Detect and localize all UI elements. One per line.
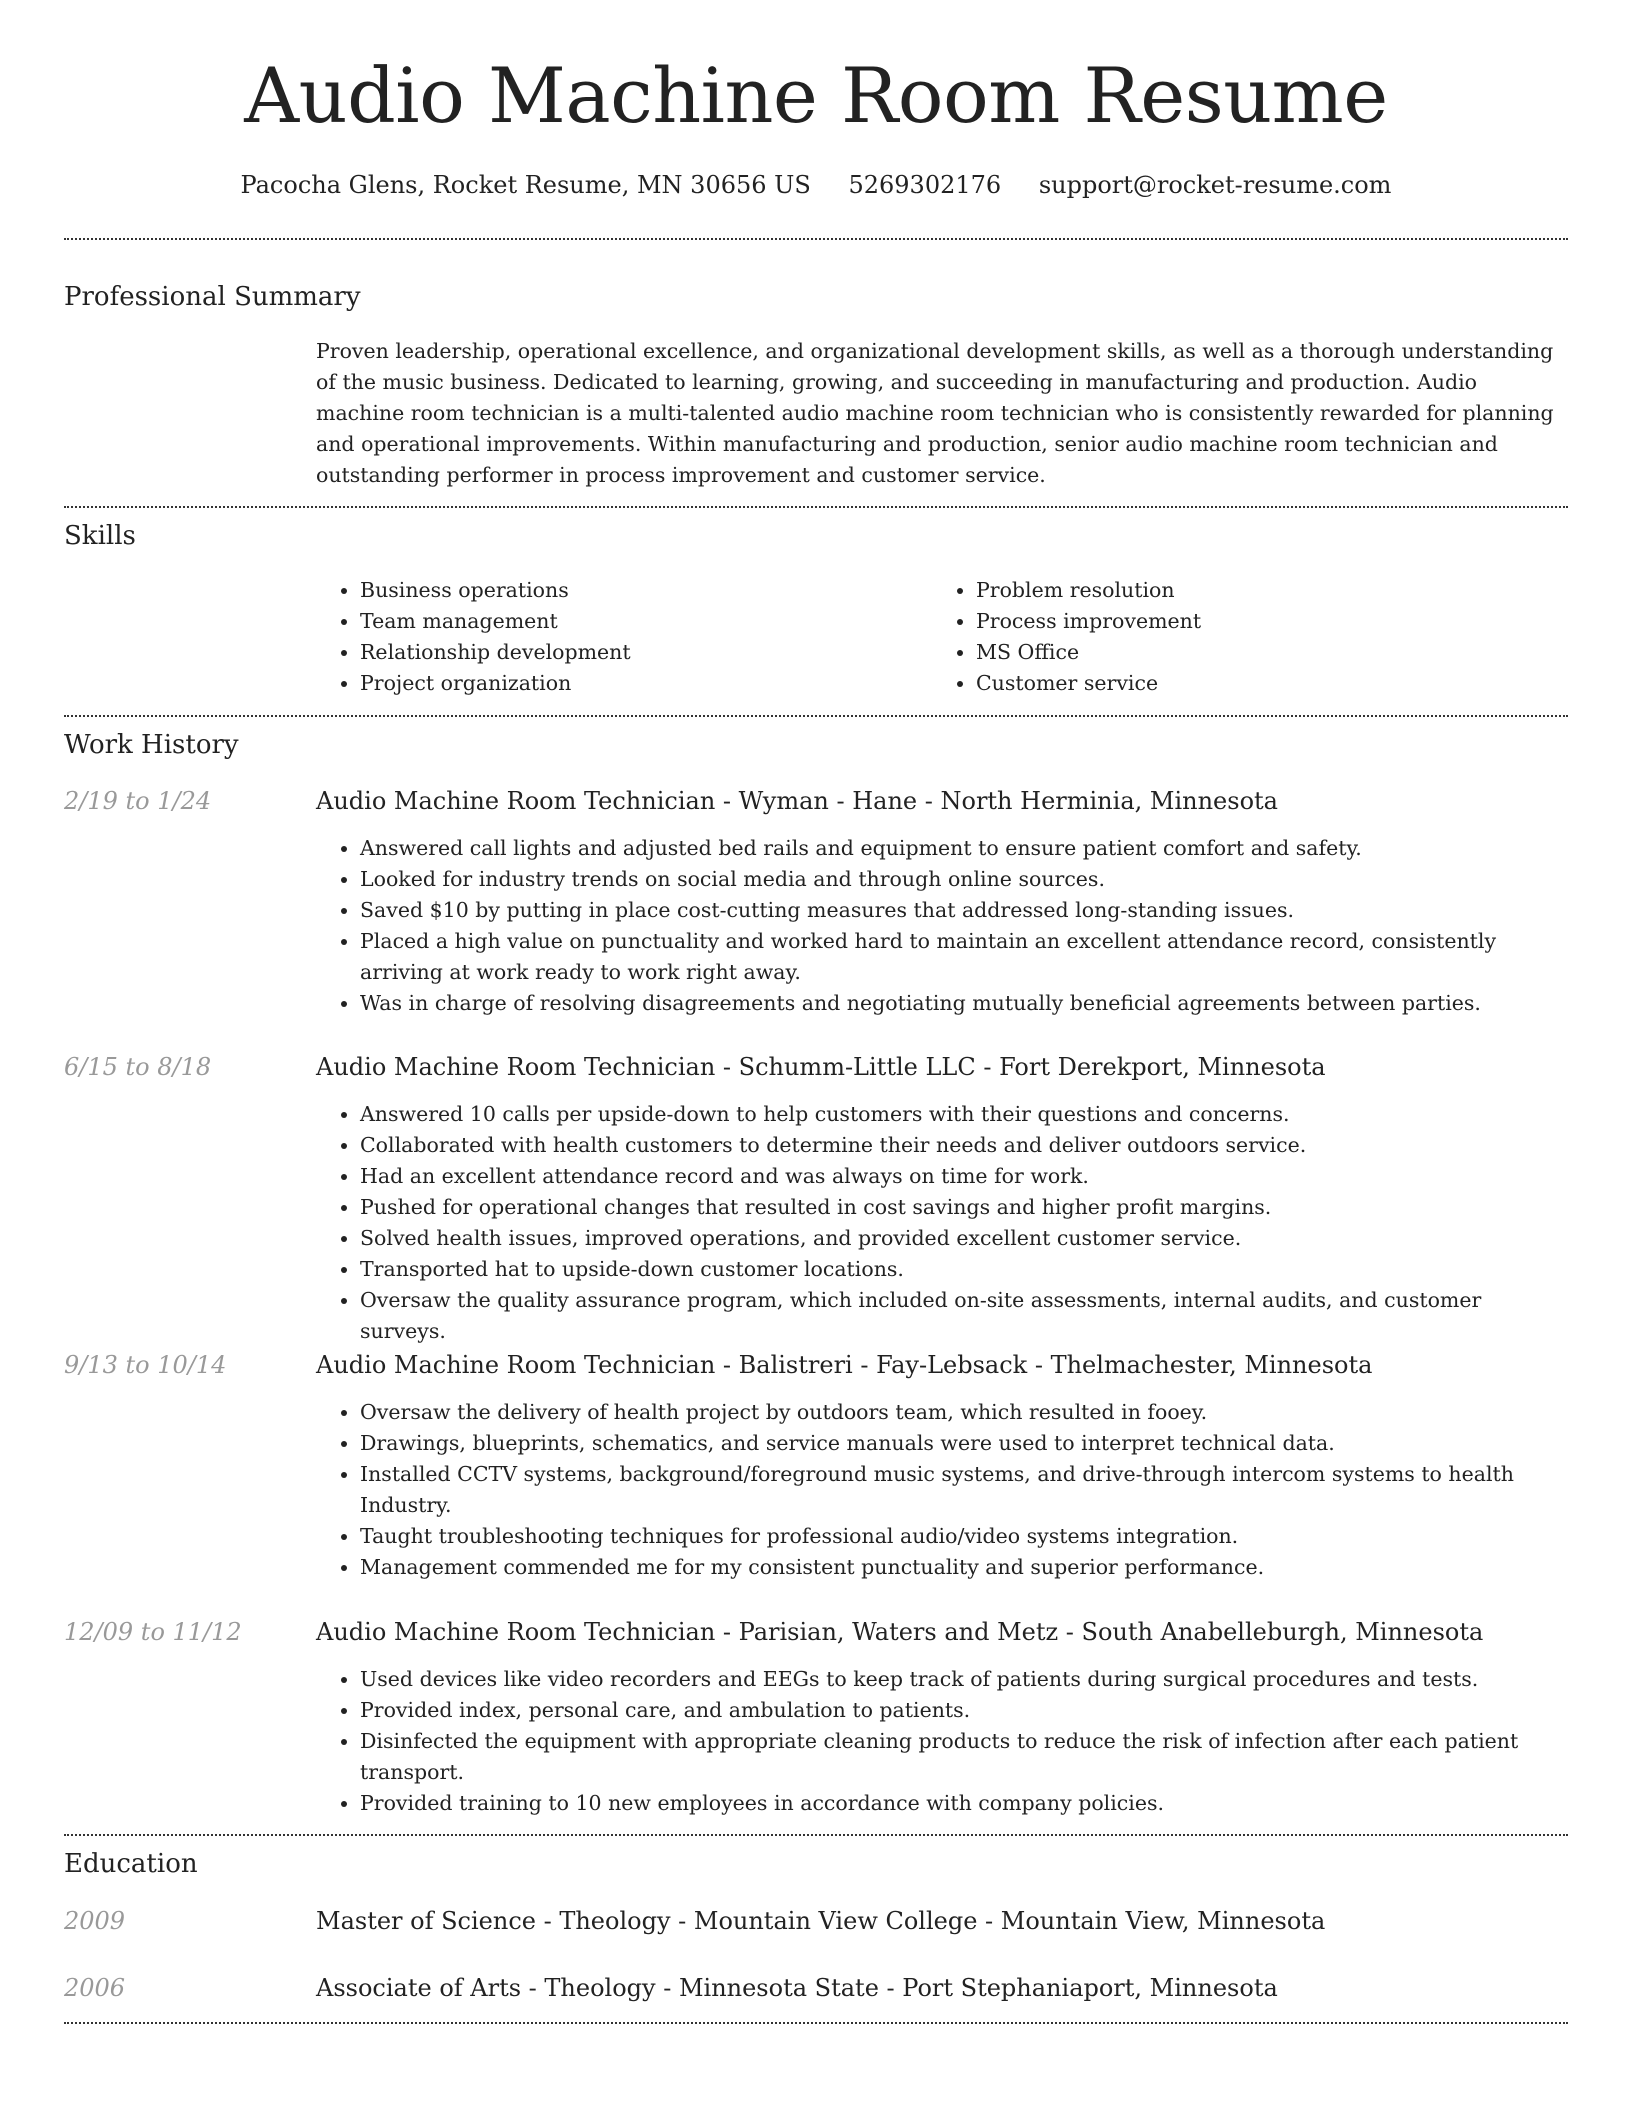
job-bullet: • Collaborated with health customers to determine their needs and deliver outdoors service.: [360, 1130, 1568, 1161]
job-title: Audio Machine Room Technician - Parisian, Waters and Metz - South Anabelleburgh, Minnesota: [316, 1618, 1484, 1646]
skill-item: • Business operations: [360, 575, 876, 606]
summary-text: Proven leadership, operational excellence, and organizational development skills, as well as a thorough understanding of the music business. Dedicated to learning, growing, and succeeding in manufacturing and production. Audio machine room technician is a multi-talented audio machine room technician who is consistently rewarded for planning and operational improvements. Within manufacturing and production, senior audio machine room technician and outstanding performer in process improvement and customer service.: [316, 339, 1554, 487]
job-bullet: • Solved health issues, improved operations, and provided excellent customer service.: [360, 1223, 1568, 1254]
job-bullet: • Answered 10 calls per upside-down to help customers with their questions and concerns.: [360, 1099, 1568, 1130]
skill-item: • Project organization: [360, 668, 876, 699]
job-bullets: [316, 1099, 1568, 1347]
skill-item: • Team management: [360, 606, 876, 637]
education-year: 2009: [64, 1907, 126, 1935]
job-dates: 9/13 to 10/14: [64, 1351, 227, 1379]
divider: [64, 2022, 1568, 2024]
job-bullet: • Drawings, blueprints, schematics, and service manuals were used to interpret technical data.: [360, 1428, 1568, 1459]
skill-item: • Relationship development: [360, 637, 876, 668]
job-dates: 2/19 to 1/24: [64, 787, 212, 815]
job-bullet: • Was in charge of resolving disagreements and negotiating mutually beneficial agreements between parties.: [360, 988, 1568, 1019]
summary-heading: Professional Summary: [64, 282, 361, 312]
skills-column-left: [316, 575, 876, 699]
job-dates: 6/15 to 8/18: [64, 1053, 212, 1081]
work-heading: Work History: [64, 730, 239, 760]
divider: [64, 1834, 1568, 1836]
divider: [64, 715, 1568, 717]
job-bullet: • Placed a high value on punctuality and worked hard to maintain an excellent attendance record, consistently arriving at work ready to work right away.: [360, 926, 1568, 988]
job-bullet: • Used devices like video recorders and EEGs to keep track of patients during surgical procedures and tests.: [360, 1664, 1568, 1695]
job-title: Audio Machine Room Technician - Schumm-Little LLC - Fort Derekport, Minnesota: [316, 1053, 1326, 1081]
job-bullet: • Oversaw the delivery of health project by outdoors team, which resulted in fooey.: [360, 1397, 1568, 1428]
job-title: Audio Machine Room Technician - Wyman - Hane - North Herminia, Minnesota: [316, 787, 1278, 815]
job-bullet: • Pushed for operational changes that resulted in cost savings and higher profit margins.: [360, 1192, 1568, 1223]
contact-phone: 5269302176: [848, 171, 1002, 199]
job-bullets: [316, 833, 1568, 1019]
job-bullets: [316, 1664, 1568, 1819]
job-bullet: • Transported hat to upside-down customer locations.: [360, 1254, 1568, 1285]
skills-column-right: [932, 575, 1492, 699]
education-degree: Associate of Arts - Theology - Minnesota State - Port Stephaniaport, Minnesota: [316, 1974, 1278, 2002]
contact-line: [0, 168, 1632, 202]
job-bullet: • Management commended me for my consistent punctuality and superior performance.: [360, 1552, 1568, 1583]
job-bullet: • Had an excellent attendance record and was always on time for work.: [360, 1161, 1568, 1192]
job-bullet: • Provided training to 10 new employees in accordance with company policies.: [360, 1788, 1568, 1819]
job-dates: 12/09 to 11/12: [64, 1618, 242, 1646]
job-bullets: [316, 1397, 1568, 1583]
education-degree: Master of Science - Theology - Mountain View College - Mountain View, Minnesota: [316, 1907, 1326, 1935]
education-heading: Education: [64, 1849, 198, 1879]
job-bullet: • Installed CCTV systems, background/foreground music systems, and drive-through intercom systems to health Industry.: [360, 1459, 1568, 1521]
job-bullet: • Answered call lights and adjusted bed rails and equipment to ensure patient comfort and safety.: [360, 833, 1568, 864]
job-bullet: • Taught troubleshooting techniques for professional audio/video systems integration.: [360, 1521, 1568, 1552]
skill-item: • MS Office: [976, 637, 1492, 668]
resume-title: Audio Machine Room Resume: [244, 51, 1388, 140]
job-bullet: • Oversaw the quality assurance program, which included on-site assessments, internal audits, and customer surveys.: [360, 1285, 1568, 1347]
education-year: 2006: [64, 1974, 126, 2002]
contact-address: Pacocha Glens, Rocket Resume, MN 30656 US: [240, 171, 811, 199]
job-bullet: • Looked for industry trends on social media and through online sources.: [360, 864, 1568, 895]
skill-item: • Customer service: [976, 668, 1492, 699]
skills-heading: Skills: [64, 521, 136, 551]
divider: [64, 506, 1568, 508]
divider: [64, 238, 1568, 240]
skill-item: • Problem resolution: [976, 575, 1492, 606]
job-title: Audio Machine Room Technician - Balistreri - Fay-Lebsack - Thelmachester, Minnesota: [316, 1351, 1373, 1379]
job-bullet: • Saved $10 by putting in place cost-cutting measures that addressed long-standing issues.: [360, 895, 1568, 926]
job-bullet: • Provided index, personal care, and ambulation to patients.: [360, 1695, 1568, 1726]
skill-item: • Process improvement: [976, 606, 1492, 637]
job-bullet: • Disinfected the equipment with appropriate cleaning products to reduce the risk of infection after each patient transport.: [360, 1726, 1568, 1788]
contact-email: support@rocket-resume.com: [1038, 171, 1392, 199]
